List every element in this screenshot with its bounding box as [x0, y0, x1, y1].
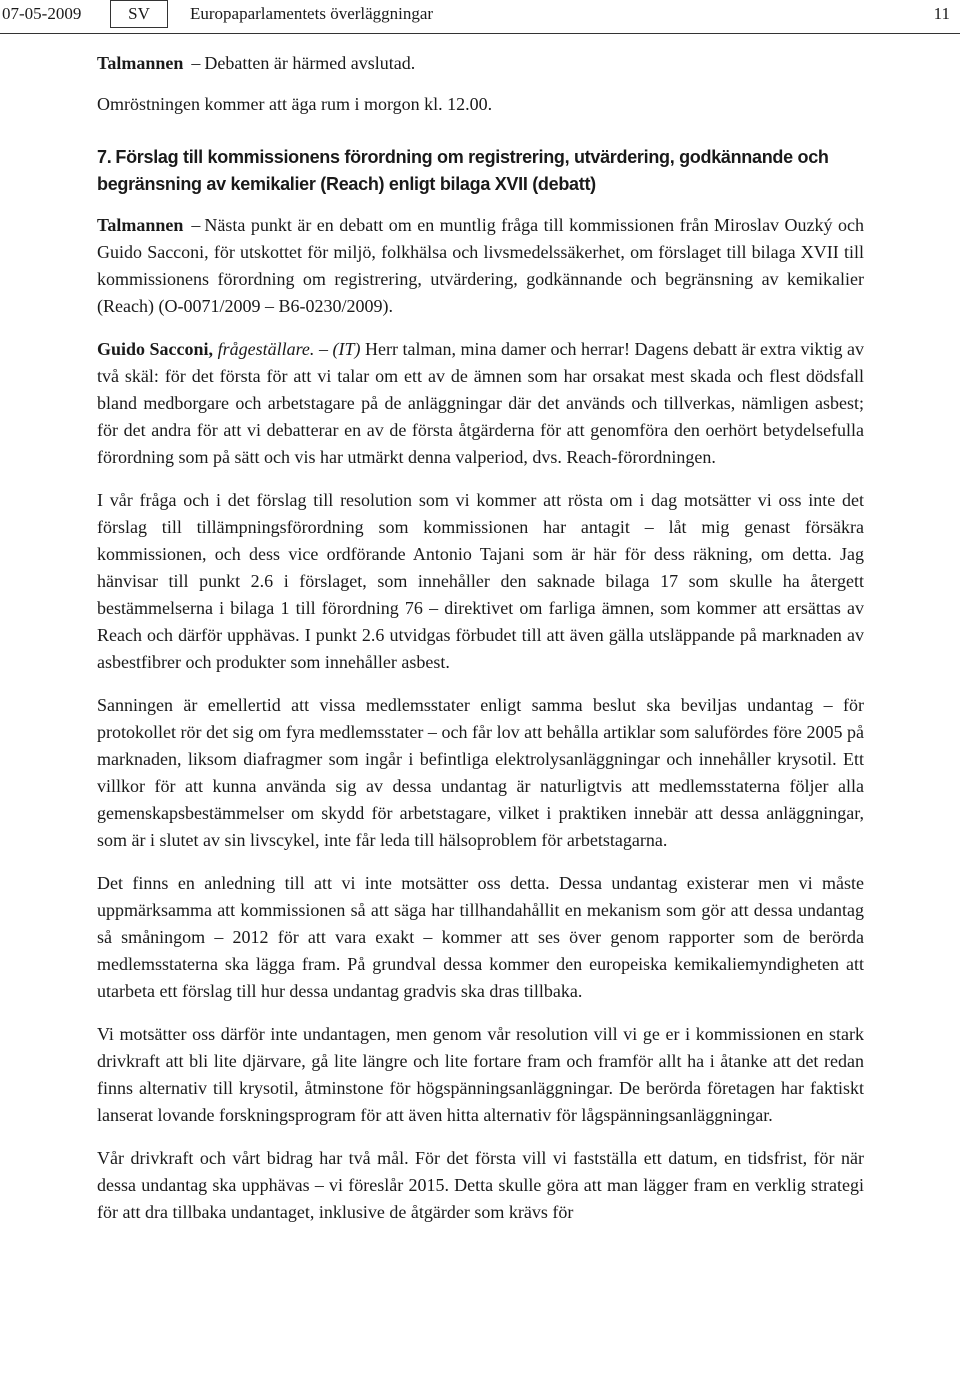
vote-note: Omröstningen kommer att äga rum i morgon kl. 12.00.: [97, 94, 493, 114]
speech-opening: Guido Sacconi, frågeställare. – (IT) Herr talman, mina damer och herrar! Dagens debatt är extra viktig av två skäl: för det första för att vi talar om ett av de ämnen som har orsakat mest skada och flest dödsfall bland medborgare och arbetstagare på de anläggningar där det används och tillverkas, nämligen asbest; för det andra för att vi debatterar en av de första åtgärderna för att genomföra den oerhört betydelsefulla förordning som på sätt och vis har utmärkt denna valperiod, dvs. Reach-förordningen.: [97, 339, 865, 467]
speech-paragraph: Vår drivkraft och vårt bidrag har två mål. För det första vill vi fastställa ett datum, en tidsfrist, för när dessa undantag ska upphävas – vi föreslår 2015. Detta skulle göra att man lägger fram en verklig strategi för att dra tillbaka undantaget, inklusive de åtgärder som krävs för: [97, 1148, 864, 1222]
speech-language: (IT): [332, 339, 361, 359]
speech-paragraph: Vi motsätter oss därför inte undantagen, men genom vår resolution vill vi ge er i kommissionen en stark drivkraft att bli lite djärvare, gå lite längre och lite fortare fram och framför allt ha i åtanke att det redan finns alternativ till krysotil, åtminstone för högspänningsanläggningar. De berörda företagen har faktiskt lanserat lovande forskningsprogram för att även hitta alternativ för lågspänningsanläggningar.: [97, 1024, 864, 1125]
speaker-name: Guido Sacconi,: [97, 339, 214, 359]
header-date: 07-05-2009: [2, 4, 82, 23]
speech-paragraph: Det finns en anledning till att vi inte motsätter oss detta. Dessa undantag existerar men vi måste uppmärksamma att kommissionen så att säga har tillhandahållit en mekanism som gör att dessa undantag så småningom – 2012 för att vara exakt – kommer att ses över genom rapporter som de berörda medlemsstaterna ska lägga fram. På grundval dessa kommer den europeiska kemikaliemyndigheten att utarbeta ett förslag till hur dessa undantag gradvis ska dras tillbaka.: [97, 873, 864, 1001]
speech-paragraph: Sanningen är emellertid att vissa medlemsstater enligt samma beslut ska beviljas undantag – för protokollet rör det sig om fyra medlemsstater – och får lov att behålla artiklar som salufördes före 2005 på marknaden, liksom diafragmer som ingår i befintliga elektrolysanläggningar och innehåller krysotil. Ett villkor för att kunna använda sig av dessa undantag är naturligtvis att medlemsstaterna följer alla gemenskapsbestämmelser om skydd för arbetstagare, vilket i praktiken innebär att dessa anläggningar, som är i slutet av sin livscykel, inte får leda till hälsoproblem för arbetstagarna.: [97, 695, 864, 850]
header-rule: [0, 33, 960, 34]
agenda-item-text: Förslag till kommissionens förordning om registrering, utvärdering, godkännande och begränsning av kemikalier (Reach) enligt bilaga XVII (debatt): [97, 147, 829, 194]
chair-statement: Talmannen – Nästa punkt är en debatt om en muntlig fråga till kommissionen från Miroslav Ouzký och Guido Sacconi, för utskottet för miljö, folkhälsa och livsmedelssäkerhet, om förslaget till bilaga XVII till kommissionens förordning om registrering, utvärdering, godkännande och begränsning av kemikalier (Reach) (O-0071/2009 – B6-0230/2009).: [97, 215, 864, 316]
speech-paragraph: I vår fråga och i det förslag till resolution som vi kommer att rösta om i dag motsätter vi oss inte det förslag till tillämpningsförordning som kommissionen har antagit – låt mig genast försäkra kommissionen, och dess vice ordförande Antonio Tajani som är här för dess räkning, om detta. Jag hänvisar till punkt 2.6 i förslaget, som innehåller den saknade bilaga 17 som skulle ha återgett bestämmelserna i bilaga 1 till förordning 76 – direktivet om farliga ämnen, som kommer att ersättas av Reach och därför upphävas. I punkt 2.6 utvidgas förbudet till att även gälla utsläppande på marknaden av asbestfibrer och produkter som innehåller asbest.: [97, 490, 864, 672]
speaker-name: Talmannen: [97, 53, 184, 73]
speaker-role: frågeställare.: [217, 339, 315, 359]
publication-title: Europaparlamentets överläggningar: [190, 4, 434, 23]
agenda-item-title: [97, 144, 864, 198]
statement-text: Nästa punkt är en debatt om en muntlig fråga till kommissionen från Miroslav Ouzký och Guido Sacconi, för utskottet för miljö, folkhälsa och livsmedelssäkerhet, om förslaget till bilaga XVII till kommissionens förordning om registrering, utvärdering, godkännande och begränsning av kemikalier (Reach) (O-0071/2009 – B6-0230/2009).: [97, 215, 864, 316]
statement-text: Debatten är härmed avslutad.: [204, 53, 416, 73]
speaker-name: Talmannen: [97, 215, 184, 235]
page-number: 11: [933, 4, 950, 23]
language-badge: SV: [110, 0, 168, 28]
document-body: [97, 50, 864, 1242]
agenda-item-number: 7.: [97, 147, 112, 167]
page-header: [0, 0, 960, 34]
speech-text: Herr talman, mina damer och herrar! Dagens debatt är extra viktig av två skäl: för det första för att vi talar om ett av de ämnen som har orsakat mest skada och flest dödsfall bland medborgare och arbetstagare på de anläggningar där det används och tillverkas, nämligen asbest; för det andra för att vi debatterar en av de första åtgärderna för att genomföra den oerhört betydelsefulla förordning som på sätt och vis har utmärkt denna valperiod, dvs. Reach-förordningen.: [97, 339, 865, 467]
closing-statement: Talmannen – Debatten är härmed avslutad.: [97, 53, 416, 73]
